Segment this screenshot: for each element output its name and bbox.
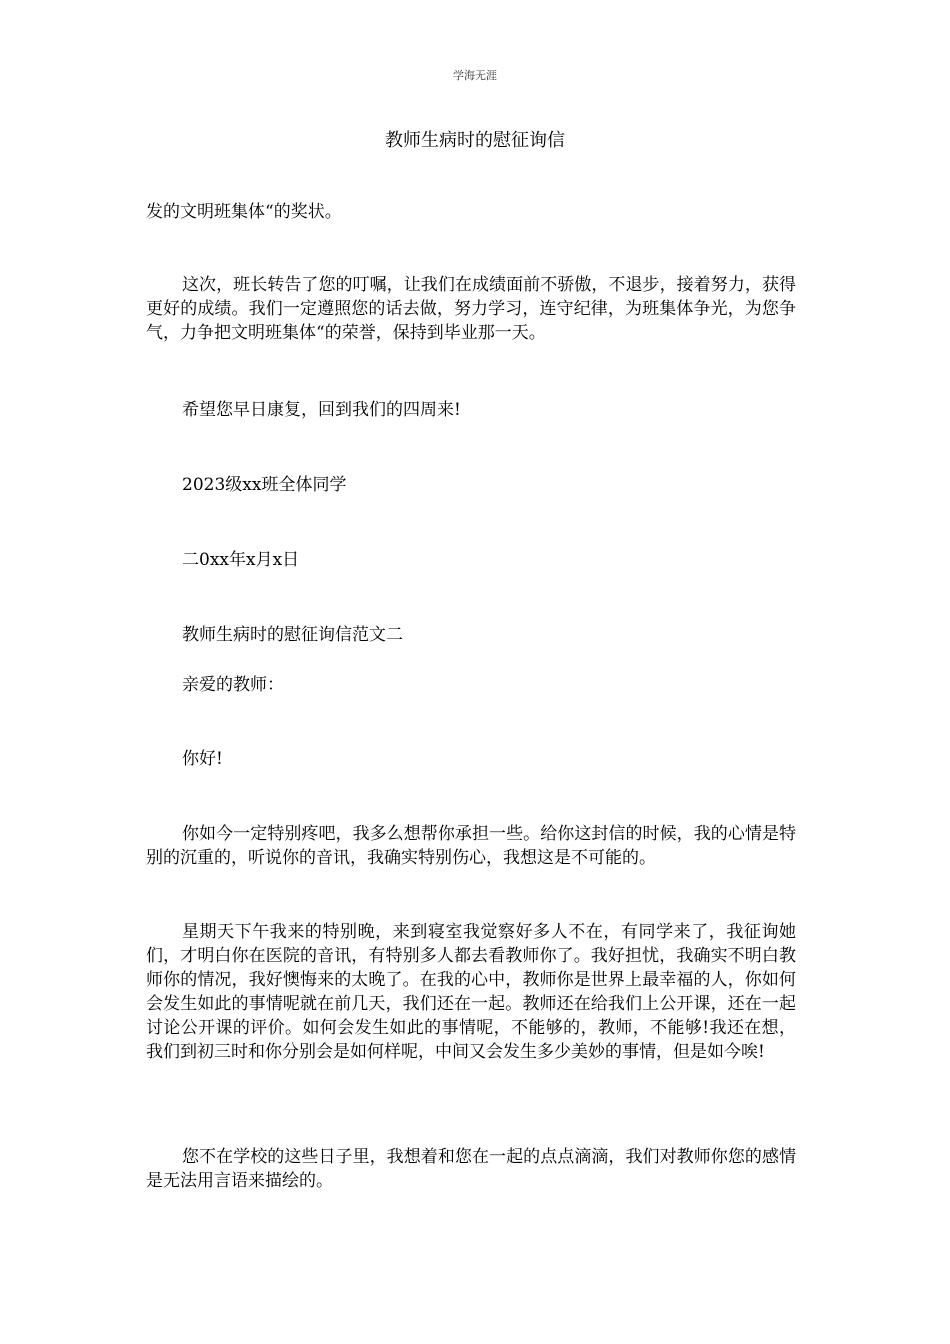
paragraph-3: 希望您早日康复，回到我们的四周来! (182, 400, 461, 420)
paragraph-6: 您不在学校的这些日子里，我想着和您在一起的点点滴滴，我们对教师你您的感情是无法用言语来描绘的。 (146, 1147, 796, 1191)
greeting: 你好! (182, 749, 223, 769)
paragraph-2: 这次，班长转告了您的叮嘱，让我们在成绩面前不骄傲，不退步，接着努力，获得更好的成绩。我们一定遵照您的话去做，努力学习，连守纪律，为班集体争光，为您争气，力争把文明班集体“的荣誉，保持到毕业那一天。 (146, 275, 796, 343)
paragraph-4: 你如今一定特别疼吧，我多么想帮你承担一些。给你这封信的时候，我的心情是特别的沉重的，听说你的音讯，我确实特别伤心，我想这是不可能的。 (146, 824, 796, 868)
salutation: 亲爱的教师： (182, 675, 284, 695)
document-title: 教师生病时的慰征询信 (385, 130, 565, 151)
paragraph-1: 发的文明班集体“的奖状。 (146, 202, 342, 222)
signature-line: 2023级xx班全体同学 (182, 475, 347, 495)
date-line: 二0xx年x月x日 (182, 550, 300, 570)
paragraph-5: 星期天下午我来的特别晚，来到寝室我觉察好多人不在，有同学来了，我征询她们，才明白你在医院的音讯，有特别多人都去看教师你了。我好担忧，我确实不明白教师你的情况，我好懊悔来的太晚了。在我的心中，教师你是世界上最幸福的人，你如何会发生如此的事情呢就在前几天，我们还在一起。教师还在给我们上公开课，还在一起讨论公开课的评价。如何会发生如此的事情呢，不能够的，教师，不能够!我还在想，我们到初三时和你分别会是如何样呢，中间又会发生多少美妙的事情，但是如今唉! (146, 922, 796, 1062)
page-header: 学海无涯 (453, 69, 497, 82)
section-heading: 教师生病时的慰征询信范文二 (182, 625, 403, 645)
